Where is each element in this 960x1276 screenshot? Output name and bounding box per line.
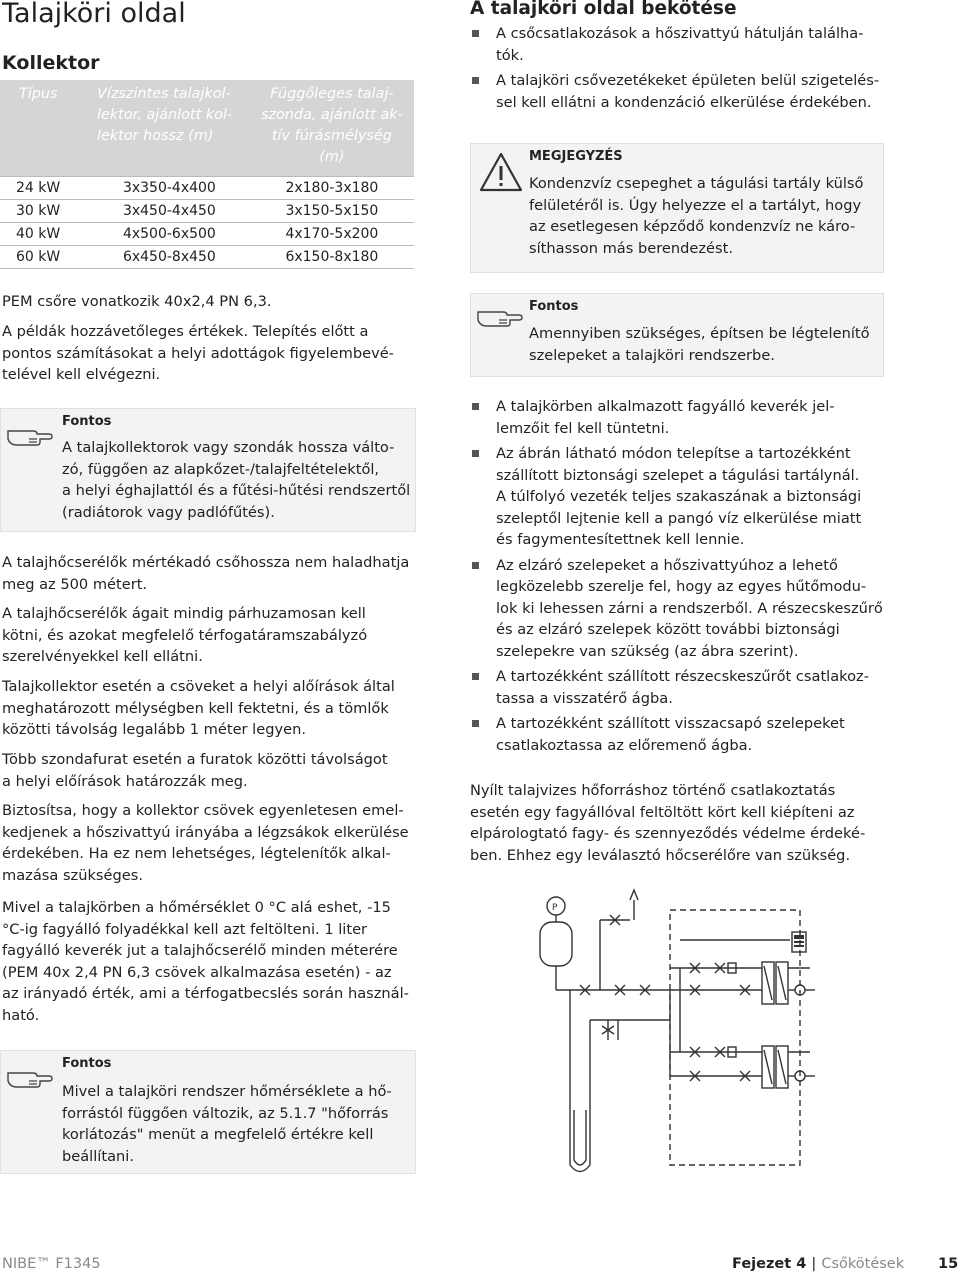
- right-heading: A talajköri oldal bekötése: [470, 0, 737, 19]
- collector-table: [0, 80, 414, 269]
- paragraph-depth: Talajkollektor esetén a csöveket a helyi alőírások által meghatározott mélységben kell fektetni, és a tömlők közötti távolság legalább 1 méter legyen.: [2, 678, 395, 738]
- footer-chapter: Fejezet 4 | Csőkötések: [732, 1256, 905, 1272]
- diagram-label-p: P: [552, 903, 558, 913]
- table-header-row: [0, 80, 414, 177]
- page-title: Talajköri oldal: [2, 0, 186, 29]
- paragraph-air-pockets: Biztosítsa, hogy a kollektor csövek egyenletesen emel- kedjenek a hőszivattyú irányába a légzsákok elkerülése érdekében. Ha ez nem lehetséges, légtelenítők alkal- mazása szükséges.: [2, 802, 409, 884]
- table-row: 60 kW 6x450-8x450 6x150-8x180: [0, 246, 414, 269]
- note-body: Mivel a talajköri rendszer hőmérséklete a hő- forrástól függően változik, az 5.1.7 "hőforrás korlátozás" menüt a megfelelő értékre kell beállítani.: [62, 1083, 392, 1165]
- footer-chapter-prefix: Fejezet 4: [732, 1256, 807, 1272]
- section-heading-kollektor: Kollektor: [2, 52, 100, 74]
- note-box-fontos-right: [470, 293, 884, 377]
- paragraph-antifreeze: Mivel a talajkörben a hőmérséklet 0 °C alá eshet, -15 °C-ig fagyálló folyadékkal kell azt feltölteni. 1 liter fagyálló keverék jut a talajhőcserélő minden méterére (PEM 40x 2,4 PN 6,3 csövek alkalmazása esetén) - az az irányadó érték, ami a térfogatbecslés során használ- ható.: [2, 899, 409, 1024]
- note-box-fontos-2: [0, 1050, 416, 1174]
- note-title: MEGJEGYZÉS: [529, 149, 623, 164]
- footer-brand: NIBE™ F1345: [2, 1256, 101, 1272]
- header-cell-horizontal: Vízszintes talajkol- lektor, ajánlott kol- lektor hossz (m): [93, 80, 250, 177]
- note-body: Amennyiben szükséges, építsen be légtelenítő szelepeket a talajköri rendszerbe.: [529, 325, 870, 364]
- header-cell-type: Típus: [0, 80, 93, 177]
- table-row: 30 kW 3x450-4x450 3x150-5x150: [0, 200, 414, 223]
- table-row: 40 kW 4x500-6x500 4x170-5x200: [0, 223, 414, 246]
- note-box-megjegyzes: [470, 143, 884, 273]
- table-row: 24 kW 3x350-4x400 2x180-3x180: [0, 177, 414, 200]
- note-title: Fontos: [62, 1056, 112, 1071]
- note-title: Fontos: [529, 299, 579, 314]
- list-item: A tartozékként szállított visszacsapó szelepeket csatlakoztassa az előremenő ágba.: [470, 713, 890, 756]
- page-number: 15: [938, 1256, 959, 1272]
- note-title: Fontos: [62, 414, 112, 429]
- note-body: Kondenzvíz csepeghet a tágulási tartály külső felületéről is. Úgy helyezze el a tartályt, hogy az esetlegesen képződő kondenzvíz ne káro- síthasson más berendezést.: [529, 175, 864, 257]
- list-item: Az ábrán látható módon telepítse a tartozékként szállított biztonsági szelepet a tágulási tartálynál. A túlfolyó vezeték teljes szakaszának a biztonsági szeleptől lejtenie kell a pangó víz elkerülése miatt és fagymentesítettnek kell lennie.: [470, 443, 890, 551]
- installation-diagram: [530, 880, 840, 1185]
- list-item: A csőcsatlakozások a hőszivattyú hátulján találha- tók.: [470, 23, 890, 66]
- pointing-hand-icon: [7, 423, 53, 447]
- list-item: A tartozékként szállított részecskeszűrőt csatlakoz- tassa a visszatérő ágba.: [470, 666, 890, 709]
- paragraph-parallel: A talajhőcserélők ágait mindig párhuzamosan kell kötni, és azokat megfelelő térfogatáramszabályzó szerelvényekkel kell ellátni.: [2, 605, 368, 665]
- pointing-hand-icon: [477, 304, 523, 328]
- warning-icon: [479, 152, 523, 192]
- bullet-list-instructions: [470, 396, 890, 760]
- paragraph-max-length: A talajhőcserélők mértékadó csőhossza nem haladhatja meg az 500 métert.: [2, 554, 410, 593]
- list-item: A talajkörben alkalmazott fagyálló keverék jel- lemzőit fel kell tüntetni.: [470, 396, 890, 439]
- paragraph-pem: PEM csőre vonatkozik 40x2,4 PN 6,3.: [2, 293, 272, 310]
- pointing-hand-icon: [7, 1065, 53, 1089]
- note-body: A talajkollektorok vagy szondák hossza válto- zó, függően az alapkőzet-/talajfeltételektől, a helyi éghajlattól és a fűtési-hűtési rendszertől (radiátorok vagy padlófűtés).: [62, 439, 411, 521]
- note-box-fontos-1: [0, 408, 416, 532]
- header-cell-vertical: Függőleges talaj- szonda, ajánlott ak- tív fúrásmélység (m): [250, 80, 414, 177]
- list-item: A talajköri csővezetékeket épületen belül szigetelés- sel kell ellátni a kondenzáció elkerülése érdekében.: [470, 70, 890, 113]
- paragraph-boreholes: Több szondafurat esetén a furatok közötti távolságot a helyi előírások határozzák meg.: [2, 751, 388, 790]
- list-item: Az elzáró szelepeket a hőszivattyúhoz a lehető legközelebb szerelje fel, hogy az egyes hűtőmodu- lok ki lehessen zárni a rendszerből. A részecskeszűrő és az elzáró szelepek között további biztonsági szelepekre van szükség (az ábra szerint).: [470, 555, 890, 663]
- footer-chapter-name: Csőkötések: [821, 1256, 905, 1272]
- bullet-list-connections: [470, 23, 890, 117]
- paragraph-approx-values: A példák hozzávetőleges értékek. Telepítés előtt a pontos számításokat a helyi adottágok figyelembevé- telével kell elvégezni.: [2, 323, 394, 383]
- paragraph-open-groundwater: Nyílt talajvizes hőforráshoz történő csatlakoztatás esetén egy fagyállóval feltöltött kört kell kiépíteni az elpárologtató fagy- és szennyeződés védelme érdeké- ben. Ehhez egy leválasztó hőcserélőre van szükség.: [470, 782, 866, 864]
